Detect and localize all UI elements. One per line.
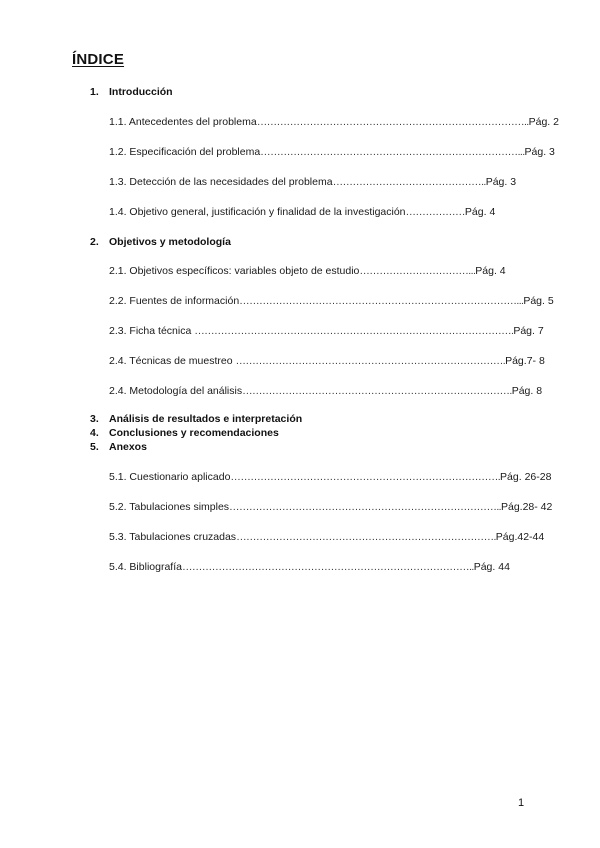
entry-label: 1.4. Objetivo general, justificación y finalidad de la investigación — [109, 206, 406, 218]
toc-entry — [109, 501, 552, 514]
entry-page: Pág. 8 — [511, 385, 543, 397]
dot-leader: ……………………………... — [359, 265, 476, 277]
entry-label: 2.4. Metodología del análisis — [109, 385, 243, 397]
dot-leader: ………………………………………………………………………. — [230, 471, 501, 483]
toc-entry — [109, 146, 555, 159]
section-label: Anexos — [109, 441, 147, 453]
toc-section-objetivos — [90, 236, 231, 249]
entry-label: 5.2. Tabulaciones simples — [109, 501, 230, 513]
toc-section-conclusiones — [90, 427, 279, 440]
dot-leader: ……………………………………………………………………….. — [256, 116, 529, 128]
entry-label: 1.1. Antecedentes del problema — [109, 116, 257, 128]
dot-leader: …………………………………………………………………………... — [239, 295, 524, 307]
entry-label: 5.3. Tabulaciones cruzadas — [109, 531, 237, 543]
toc-section-analisis — [90, 413, 302, 426]
entry-label: 2.2. Fuentes de información — [109, 295, 240, 307]
entry-page: Pág. 7 — [513, 325, 544, 337]
entry-page: Pág. 3 — [524, 146, 555, 158]
toc-entry — [109, 295, 554, 308]
entry-page: Pág.7- 8 — [505, 355, 545, 367]
entry-page: Pág. 4 — [475, 265, 506, 277]
toc-entry — [109, 265, 506, 278]
section-label: Introducción — [109, 86, 173, 98]
page-number: 1 — [518, 797, 525, 809]
section-label: Análisis de resultados e interpretación — [109, 413, 303, 425]
section-number: 5. — [90, 441, 99, 453]
entry-page: Pág. 2 — [528, 116, 559, 128]
toc-section-anexos — [90, 441, 147, 454]
section-number: 4. — [90, 427, 99, 439]
toc-entry — [109, 385, 542, 398]
dot-leader: …………………………………………………………………………….. — [181, 561, 474, 573]
entry-label: 5.1. Cuestionario aplicado — [109, 471, 231, 483]
toc-entry — [109, 471, 551, 484]
entry-page: Pág. 5 — [523, 295, 554, 307]
entry-label: 5.4. Bibliografía — [109, 561, 182, 573]
entry-page: Pág. 26-28 — [500, 471, 552, 483]
toc-entry — [109, 116, 559, 129]
dot-leader: ……………………………………………………………………... — [260, 146, 525, 158]
section-number: 1. — [90, 86, 99, 98]
page-title: ÍNDICE — [72, 51, 125, 68]
entry-label: 1.3. Detección de las necesidades del problema — [109, 176, 333, 188]
entry-label: 2.4. Técnicas de muestreo — [109, 355, 236, 367]
entry-page: Pág.42-44 — [495, 531, 545, 543]
dot-leader: ……………………………………………………………………….. — [229, 501, 501, 513]
dot-leader: ………………………………………………………………………. — [242, 385, 512, 397]
entry-page: Pág. 4 — [464, 206, 496, 218]
dot-leader: ……………… — [405, 206, 465, 218]
entry-page: Pág.28- 42 — [500, 501, 553, 513]
toc-entry — [109, 561, 510, 574]
toc-entry — [109, 355, 545, 368]
entry-page: Pág. 44 — [473, 561, 510, 573]
dot-leader: ……………………………………………………………………………………. — [194, 325, 514, 337]
toc-entry — [109, 531, 544, 544]
entry-label: 1.2. Especificación del problema — [109, 146, 261, 158]
section-label: Conclusiones y recomendaciones — [109, 427, 279, 439]
entry-label: 2.3. Ficha técnica — [109, 325, 195, 337]
dot-leader: ………………………………………………………………………. — [235, 355, 506, 367]
dot-leader: ……………………………………………………………………. — [236, 531, 496, 543]
toc-entry — [109, 176, 516, 189]
entry-label: 2.1. Objetivos específicos: variables objeto de estudio — [109, 265, 360, 277]
section-number: 3. — [90, 413, 99, 425]
toc-section-introduccion — [90, 86, 173, 99]
entry-page: Pág. 3 — [485, 176, 517, 188]
section-label: Objetivos y metodología — [109, 236, 231, 248]
toc-entry — [109, 325, 544, 338]
dot-leader: ……………………………………….. — [332, 176, 486, 188]
section-number: 2. — [90, 236, 99, 248]
toc-entry — [109, 206, 495, 219]
